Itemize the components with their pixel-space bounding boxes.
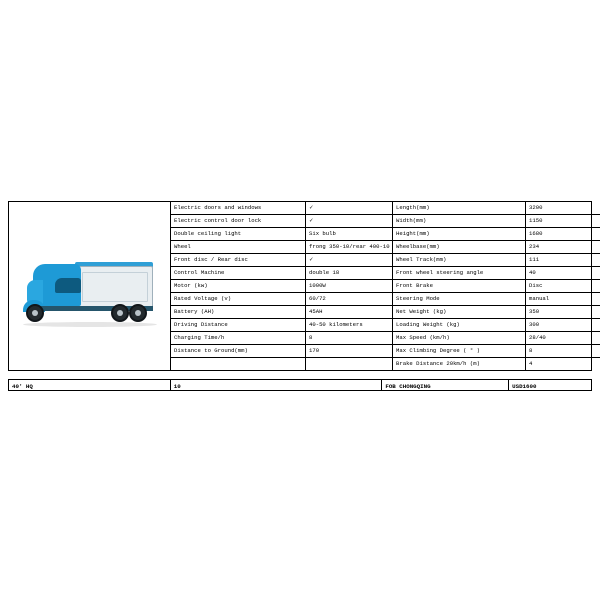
spec-value: 300 — [526, 319, 600, 332]
spec-value: 234 — [526, 241, 600, 254]
spec-value: Six bulb — [306, 228, 393, 241]
spec-label: Front Brake — [393, 280, 526, 293]
spec-value: 8 — [306, 332, 393, 345]
table-row — [393, 267, 600, 280]
spec-label: Distance to Ground(mm) — [171, 345, 306, 358]
spec-value: frong 350-10/rear 400-10 — [306, 241, 393, 254]
spec-label: Front disc / Rear disc — [171, 254, 306, 267]
spec-label — [171, 358, 306, 371]
spec-value: manual — [526, 293, 600, 306]
footer-quantity: 10 — [171, 380, 383, 390]
spec-value: 3200 — [526, 202, 600, 215]
spec-label: Double ceiling light — [171, 228, 306, 241]
left-spec-table — [171, 202, 393, 370]
table-row — [171, 345, 393, 358]
table-row — [393, 280, 600, 293]
spec-value: 28/40 — [526, 332, 600, 345]
spec-label: Height(mm) — [393, 228, 526, 241]
spec-value: ✓ — [306, 215, 393, 228]
spec-label: Max Climbing Degree ( ° ) — [393, 345, 526, 358]
spec-label: Length(mm) — [393, 202, 526, 215]
ground-shadow — [23, 322, 157, 327]
table-row — [171, 254, 393, 267]
spec-value: 8 — [526, 345, 600, 358]
spec-label: Max Speed (km/h) — [393, 332, 526, 345]
spec-value: 350 — [526, 306, 600, 319]
spec-label: Driving Distance — [171, 319, 306, 332]
spec-label: Wheel Track(mm) — [393, 254, 526, 267]
spec-value: 45AH — [306, 306, 393, 319]
table-row — [393, 254, 600, 267]
spec-label: Electric control door lock — [171, 215, 306, 228]
table-row — [393, 293, 600, 306]
table-row — [393, 215, 600, 228]
rear-wheel-left — [111, 304, 129, 322]
table-row — [171, 215, 393, 228]
spec-value: 170 — [306, 345, 393, 358]
cargo-box — [77, 266, 153, 308]
spec-label: Battery (AH) — [171, 306, 306, 319]
spec-label: Width(mm) — [393, 215, 526, 228]
spec-value: 60/72 — [306, 293, 393, 306]
table-row — [171, 319, 393, 332]
table-row — [393, 345, 600, 358]
spec-value: double 18 — [306, 267, 393, 280]
table-row — [393, 306, 600, 319]
table-row-blank — [171, 358, 393, 371]
spec-label: Motor (kw) — [171, 280, 306, 293]
spec-value: 4 — [529, 359, 533, 367]
table-row — [393, 228, 600, 241]
spec-label: Wheelbase(mm) — [393, 241, 526, 254]
front-wheel — [26, 304, 44, 322]
table-row — [393, 332, 600, 345]
product-image-cell — [9, 202, 171, 370]
spec-value: 40-50 kilometers — [306, 319, 393, 332]
spec-value: 111 — [526, 254, 600, 267]
spec-value: 40 — [526, 267, 600, 280]
footer-container-type: 40' HQ — [9, 380, 171, 390]
spec-value — [306, 358, 393, 371]
table-row — [393, 358, 600, 371]
spec-tables — [171, 202, 600, 370]
table-row — [171, 293, 393, 306]
table-row — [171, 267, 393, 280]
table-row — [171, 332, 393, 345]
spec-value: 1000W — [306, 280, 393, 293]
spec-label: Control Machine — [171, 267, 306, 280]
rear-wheel-right — [129, 304, 147, 322]
table-row — [393, 241, 600, 254]
spec-label: Steering Mode — [393, 293, 526, 306]
spec-label: Charging Time/h — [171, 332, 306, 345]
spec-columns — [171, 202, 600, 370]
footer-terms: FOB CHONGQING — [382, 380, 509, 390]
table-row — [171, 202, 393, 215]
spec-value: ✓ — [306, 202, 393, 215]
spec-value: 1150 — [526, 215, 600, 228]
spec-value: 1680 — [526, 228, 600, 241]
right-spec-table — [393, 202, 600, 370]
spec-label: Loading Weight (kg) — [393, 319, 526, 332]
spec-label: Net Weight (kg) — [393, 306, 526, 319]
table-row — [171, 228, 393, 241]
spec-label: Brake Distance 20km/h (m) — [393, 358, 526, 371]
footer-summary-row — [8, 379, 592, 391]
table-row — [171, 306, 393, 319]
table-row — [393, 319, 600, 332]
specification-table-block — [8, 201, 592, 371]
table-row — [171, 241, 393, 254]
spec-value: Disc — [526, 280, 600, 293]
spec-label: Wheel — [171, 241, 306, 254]
table-row — [393, 202, 600, 215]
cab-window — [55, 278, 81, 293]
spec-label: Rated Voltage (v) — [171, 293, 306, 306]
table-row — [171, 280, 393, 293]
spec-label: Front wheel steering angle — [393, 267, 526, 280]
spec-label: Electric doors and windows — [171, 202, 306, 215]
spec-value: ✓ — [306, 254, 393, 267]
tricycle-illustration — [19, 256, 161, 330]
footer-price: USD1600 — [512, 383, 537, 390]
